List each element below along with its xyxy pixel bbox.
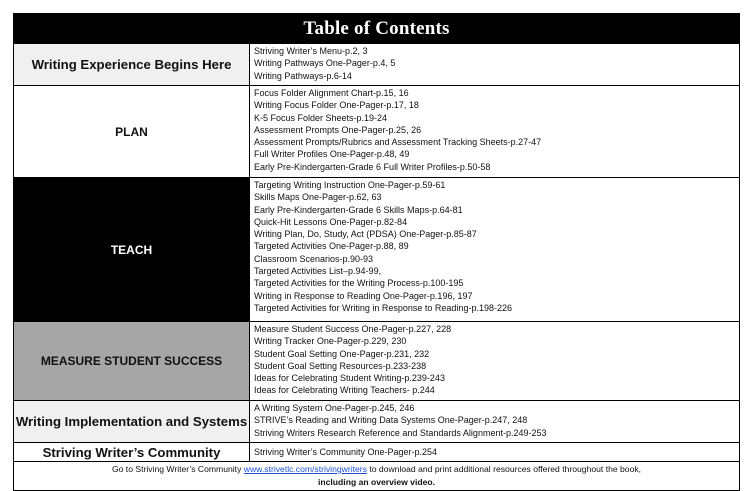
list-item: Ideas for Celebrating Student Writing-p.239-243 [254,373,445,384]
table-of-contents [13,13,740,491]
list-item: Targeted Activities for Writing in Response to Reading-p.198-226 [254,302,512,313]
footer-text: Go to Striving Writer’s Community [111,464,244,474]
list-item: Assessment Prompts One-Pager-p.25, 26 [254,124,422,135]
section-label: Writing Experience Begins Here [14,44,250,85]
section-items [250,443,739,461]
section-label: PLAN [14,86,250,177]
list-item: Early Pre-Kindergarten-Grade 6 Skills Maps-p.64-81 [254,204,463,215]
list-item: Writing Pathways One-Pager-p.4, 5 [254,58,396,69]
list-item: Targeted Activities List–p.94-99, [254,266,382,277]
list-item: A Writing System One-Pager-p.245, 246 [254,403,415,413]
section-writing-implementation [14,400,739,442]
footer-line-2: including an overview video. [318,476,435,487]
footer-line-1 [14,463,739,476]
list-item: Targeting Writing Instruction One-Pager-p.59-61 [254,180,446,190]
list-item: Writing in Response to Reading One-Pager-p.196, 197 [254,290,473,301]
section-community [14,442,739,461]
community-link[interactable]: www.strivetlc.com/strivingwriters [243,464,367,474]
list-item: Full Writer Profiles One-Pager-p.48, 49 [254,149,410,160]
list-item: Skills Maps One-Pager-p.62, 63 [254,192,382,203]
list-item: Writing Pathways-p.6-14 [254,70,352,81]
list-item: Quick-Hit Lessons One-Pager-p.82-84 [254,216,408,227]
section-items [250,322,739,400]
list-item: Ideas for Celebrating Writing Teachers- p.244 [254,385,435,396]
list-item: Student Goal Setting One-Pager-p.231, 232 [254,348,430,359]
section-label: Writing Implementation and Systems [14,401,250,442]
toc-title: Table of Contents [14,14,739,43]
list-item: Early Pre-Kindergarten-Grade 6 Full Writer Profiles-p.50-58 [254,161,491,172]
section-writing-experience [14,43,739,85]
footer-text: to download and print additional resources offered throughout the book, [366,464,642,474]
list-item: Striving Writer’s Community One-Pager-p.254 [254,446,438,457]
section-label: TEACH [14,178,250,321]
list-item: STRIVE’s Reading and Writing Data Systems One-Pager-p.247, 248 [254,415,528,426]
list-item: Targeted Activities for the Writing Process-p.100-195 [254,278,464,289]
section-label: Striving Writer’s Community [14,443,250,461]
list-item: Measure Student Success One-Pager-p.227, 228 [254,324,452,334]
footer-note [14,461,739,490]
section-label: MEASURE STUDENT SUCCESS [14,322,250,400]
list-item: Classroom Scenarios-p.90-93 [254,253,374,264]
list-item: Writing Tracker One-Pager-p.229, 230 [254,336,407,347]
list-item: Focus Folder Alignment Chart-p.15, 16 [254,88,409,98]
list-item: Striving Writers Research Reference and Standards Alignment-p.249-253 [254,427,547,438]
list-item: Writing Plan, Do, Study, Act (PDSA) One-Pager-p.85-87 [254,229,477,240]
section-plan [14,85,739,177]
list-item: Targeted Activities One-Pager-p.88, 89 [254,241,409,252]
list-item: Assessment Prompts/Rubrics and Assessment Tracking Sheets-p.27-47 [254,137,542,148]
section-measure-student-success [14,321,739,400]
section-items [250,44,739,85]
list-item: Student Goal Setting Resources-p.233-238 [254,360,427,371]
list-item: Writing Focus Folder One-Pager-p.17, 18 [254,100,419,111]
list-item: Striving Writer’s Menu-p.2, 3 [254,46,368,56]
section-teach [14,177,739,321]
section-items [250,401,739,442]
list-item: K-5 Focus Folder Sheets-p.19-24 [254,112,388,123]
section-items [250,178,739,321]
section-items [250,86,739,177]
